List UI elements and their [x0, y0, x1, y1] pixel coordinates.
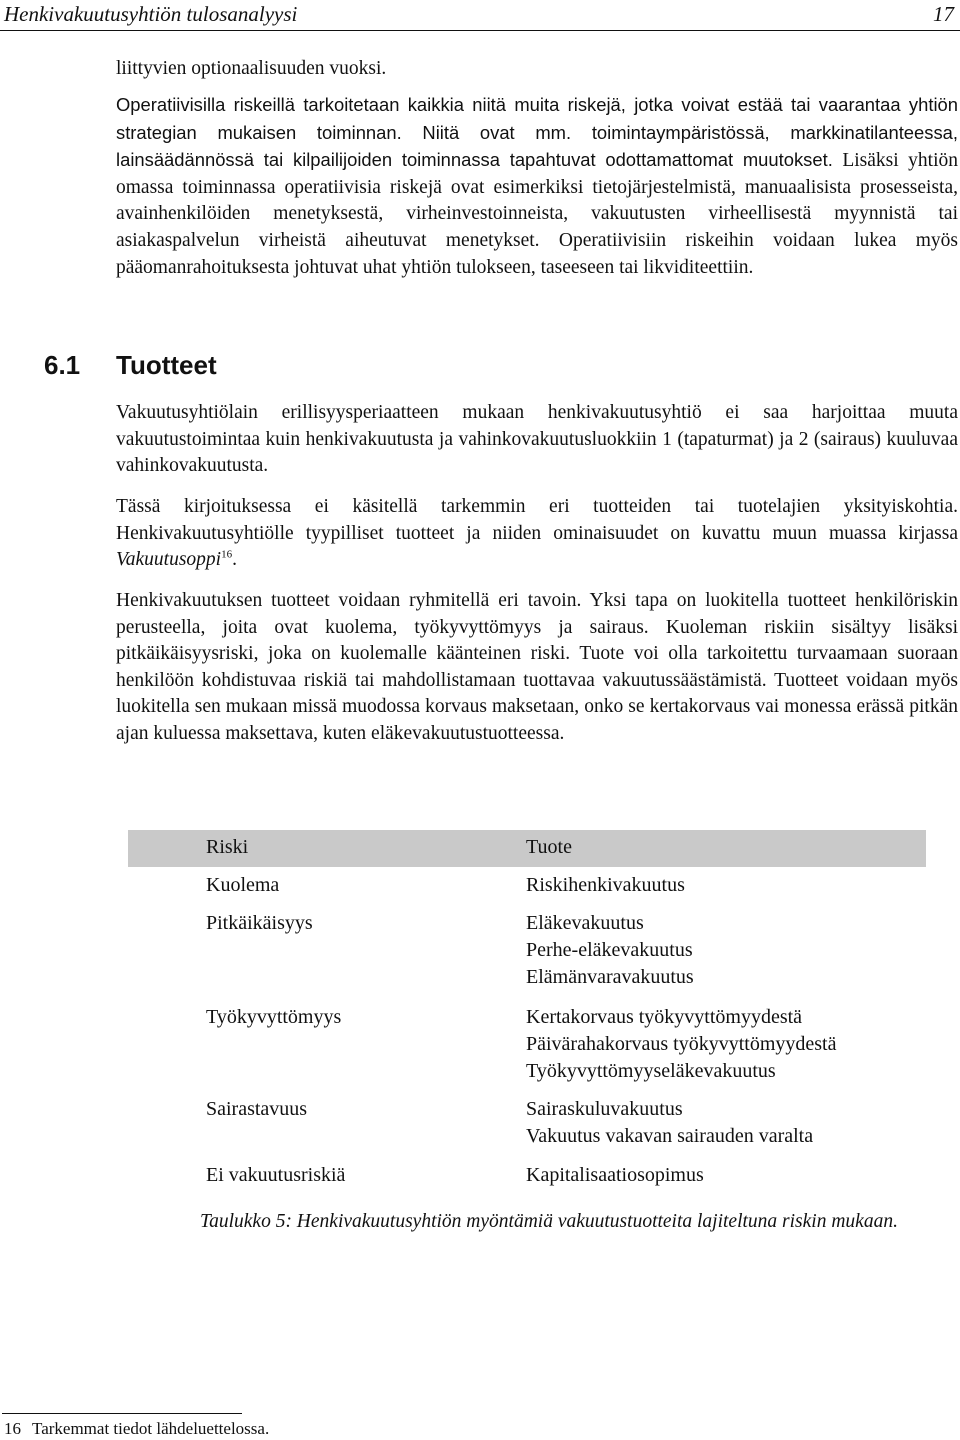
paragraph-2-text: Tässä kirjoituksessa ei käsitellä tarkemmin eri tuotteiden tai tuotelajien yksityiskohtia. Henkivakuutusyhtiölle tyypilliset tuotteet ja niiden ominaisuudet on kuvattu muun muassa kirjassa [116, 496, 958, 544]
product-item: Kertakorvaus työkyvyttömyydestä [526, 1006, 803, 1028]
header-risk: Riski [206, 836, 249, 858]
product-item: Työkyvyttömyyseläkevakuutus [526, 1060, 776, 1082]
product-item: Vakuutus vakavan sairauden varalta [526, 1125, 814, 1147]
risk-cell: Työkyvyttömyys [206, 1006, 342, 1028]
operative-text-sans: Operatiivisilla riskeillä tarkoitetaan kaikkia niitä muita riskejä, jotka voivat estää tai vaarantaa yhtiön strategian mukaisen toiminnan. Niitä ovat mm. toimintaympäristössä, markkinatilanteessa, lainsäädännössä tai kilpailijoiden toiminnassa tapahtuvat odottamattomat muutokset. [116, 94, 958, 171]
product-item: Eläkevakuutus [526, 912, 644, 934]
risk-cell: Kuolema [206, 874, 280, 896]
product-item: Riskihenkivakuutus [526, 874, 685, 896]
product-item: Kapitalisaatiosopimus [526, 1164, 704, 1186]
risk-cell: Sairastavuus [206, 1098, 308, 1120]
page-number: 17 [933, 2, 954, 26]
paragraph-2 [116, 494, 958, 574]
product-cell [526, 872, 685, 899]
risk-cell: Pitkäikäisyys [206, 912, 313, 934]
table-row [128, 1096, 926, 1162]
table-row [128, 1162, 926, 1196]
product-cell [526, 1096, 813, 1150]
table-row [128, 1004, 926, 1096]
footnote-text: Tarkemmat tiedot lähdeluettelossa. [32, 1419, 270, 1438]
product-cell [526, 1004, 837, 1085]
product-cell [526, 1162, 704, 1189]
footnote-reference[interactable]: 16 [221, 548, 233, 561]
section-title: Tuotteet [116, 350, 217, 380]
table-row [128, 872, 926, 910]
table-header [128, 830, 926, 867]
footnote-rule [2, 1413, 242, 1414]
book-title: Vakuutusoppi [116, 549, 222, 571]
paragraph-3: Henkivakuutuksen tuotteet voidaan ryhmitellä eri tavoin. Yksi tapa on luokitella tuotteet henkilöriskin perusteella, joita ovat kuolema, työkyvyttömyys ja sairaus. Kuoleman riskiin sisältyy lisäksi pitkäikäisyysriski, joka on kuolemalle käänteinen riski. Tuote voi olla tarkoitettu turvaamaan suoraan henkilöön kohdistuvaa riskiä tai mahdollistamaan tuottavaa vakuutussäästämistä. Tuotteet voidaan myös luokitella sen mukaan missä muodossa korvaus maksetaan, onko se kertakorvaus vai monessa erässä pitkän ajan kuluessa maksettava, kuten eläkevakuutustuotteessa. [116, 590, 958, 744]
footnote [4, 1419, 269, 1439]
paragraph-operative-risks [116, 92, 958, 281]
risk-cell: Ei vakuutusriskiä [206, 1164, 346, 1186]
product-item: Päivärahakorvaus työkyvyttömyydestä [526, 1033, 837, 1055]
running-title: Henkivakuutusyhtiön tulosanalyysi [4, 2, 298, 26]
page-header [0, 0, 960, 31]
product-item: Elämänvaravakuutus [526, 966, 694, 988]
paragraph-2-end: . [232, 549, 237, 571]
footnote-number: 16 [4, 1419, 21, 1438]
table-row [128, 910, 926, 1004]
section-heading [44, 350, 217, 381]
operative-text-serif: Lisäksi yhtiön omassa toiminnassa operatiivisia riskejä ovat esimerkiksi tietojärjestelmistä, manuaalisista prosesseista, avainhenkilöiden menetyksestä, virheinvestoinneista, vakuutusten virheellisestä myynnistä tai asiakaspalvelun virheistä aiheutuvat menetykset. Operatiivisiin riskeihin voidaan lukea myös pääomanrahoituksesta johtuvat uhat yhtiön tulokseen, taseeseen tai likviditeettiin. [116, 150, 958, 278]
product-cell [526, 910, 694, 991]
continuation-line: liittyvien optionaalisuuden vuoksi. [116, 58, 387, 79]
product-item: Sairaskuluvakuutus [526, 1098, 683, 1120]
risk-product-table [128, 830, 926, 1196]
table-caption: Taulukko 5: Henkivakuutusyhtiön myöntämiä vakuutustuotteita lajiteltuna riskin mukaan. [200, 1211, 898, 1232]
section-number: 6.1 [44, 350, 81, 380]
product-item: Perhe-eläkevakuutus [526, 939, 693, 961]
paragraph-1: Vakuutusyhtiölain erillisyysperiaatteen mukaan henkivakuutusyhtiö ei saa harjoittaa muuta vakuutustoimintaa kuin henkivakuutusta ja vahinkovakuutusluokkiin 1 (tapaturmat) ja 2 (sairaus) kuuluvaa vahinkovakuutusta. [116, 402, 958, 477]
header-product: Tuote [526, 836, 572, 858]
